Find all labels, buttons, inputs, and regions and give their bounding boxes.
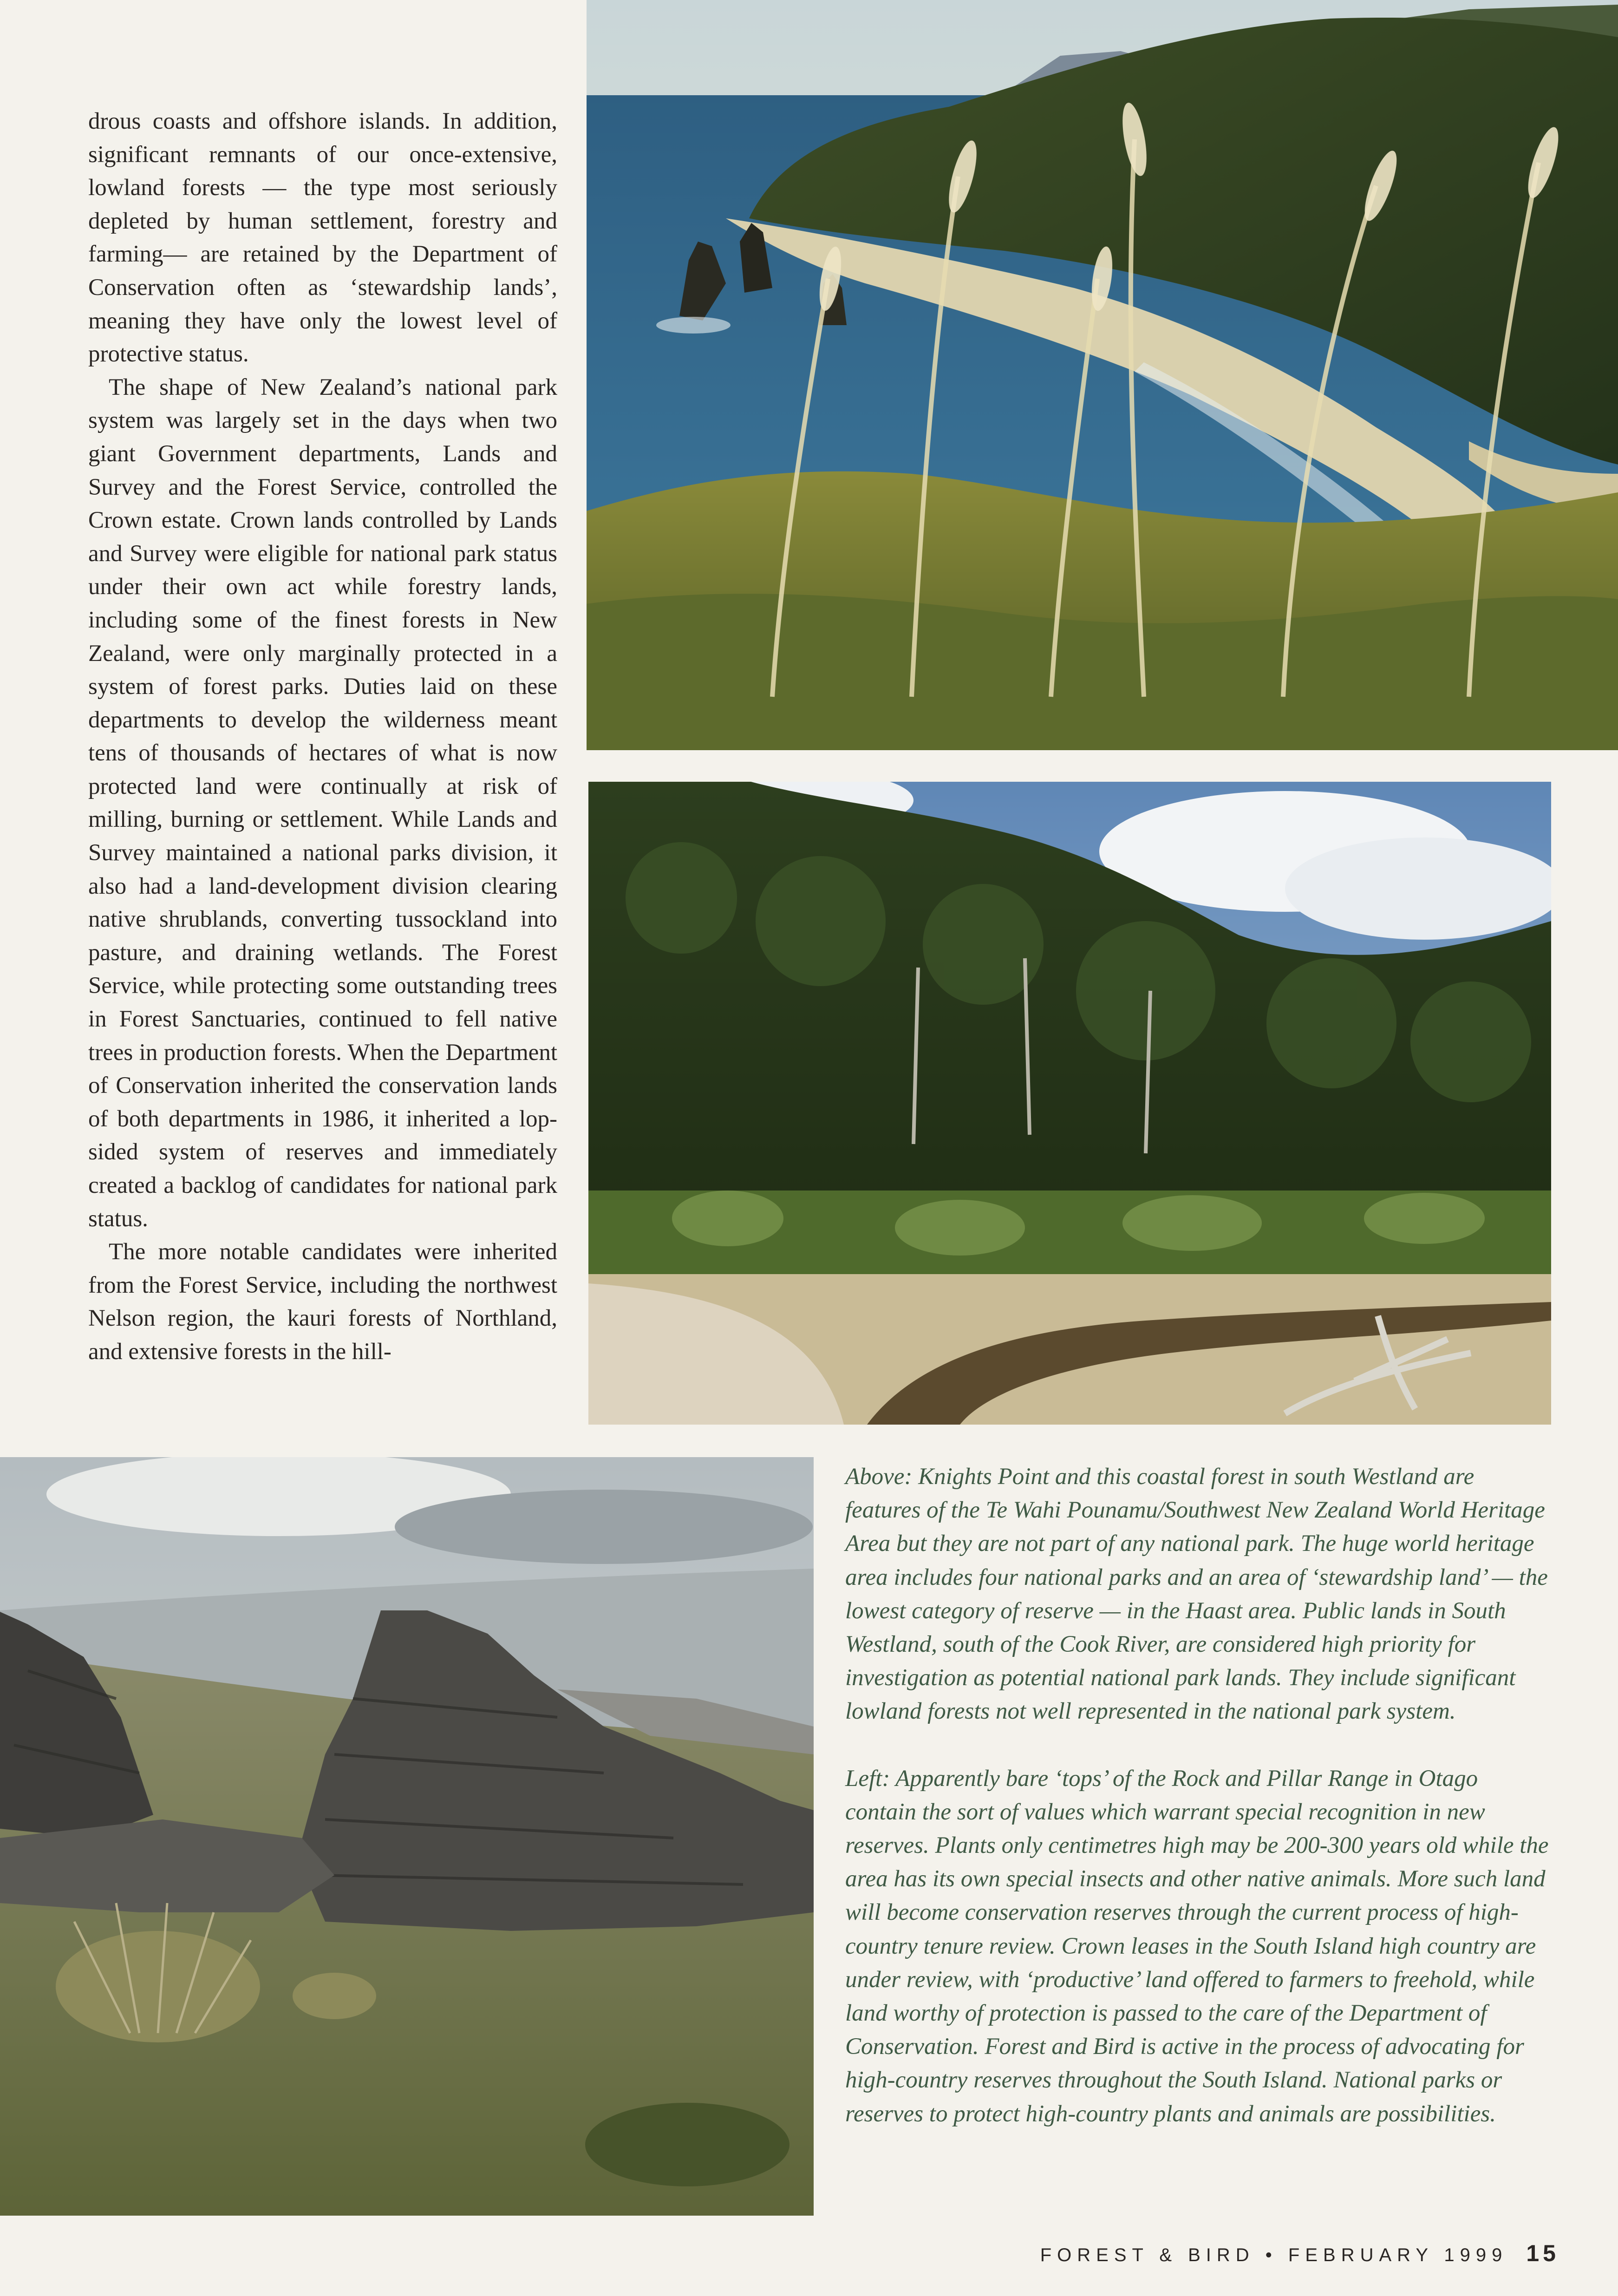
article-body [88,105,557,1369]
south-westland-forest-photo [588,782,1551,1425]
publication-line: FOREST & BIRD • FEBRUARY 1999 [1040,2245,1508,2265]
article-paragraph-1: drous coasts and offshore islands. In addition, significant remnants of our once-extensive, lowland forests — the type most seriously depleted by human settlement, forestry and farming— are retained by the Department of Conservation often as ‘stewardship lands’, meaning they have only the lowest level of protective status. [88,108,557,367]
article-paragraph-3: The more notable candidates were inherited from the Forest Service, including the northwest Nelson region, the kauri forests of Northland, and extensive forests in the hill- [88,1239,557,1365]
photo-captions [845,1460,1551,2164]
rock-and-pillar-range-photo [0,1457,814,2216]
caption-above: Above: Knights Point and this coastal forest in south Westland are features of the Te Wahi Pounamu/Southwest New Zealand World Heritage Area but they are not part of any national park. The huge world heritage area includes four national parks and an area of ‘stewardship land’ — the lowest category of reserve — in the Haast area. Public lands in South Westland, south of the Cook River, are considered high priority for investigation as potential national park lands. They include significant lowland forests not well represented in the national park system. [845,1464,1548,1725]
page-number: 15 [1526,2240,1559,2266]
caption-left: Left: Apparently bare ‘tops’ of the Rock and Pillar Range in Otago contain the sort of values which warrant special recognition in new reserves. Plants only centimetres high may be 200-300 years old while the area has its own special insects and other native animals. More such land will become conservation reserves through the current process of high-country tenure review. Crown leases in the South Island high country are under review, with ‘productive’ land offered to farmers to freehold, while land worthy of protection is passed to the care of the Department of Conservation. Forest and Bird is active in the process of advocating for high-country reserves throughout the South Island. National parks or reserves to protect high-country plants and animals are possibilities. [845,1765,1549,2127]
knights-point-coast-photo [587,0,1618,750]
article-paragraph-2: The shape of New Zealand’s national park system was largely set in the days when two giant Government departments, Lands and Survey and the Forest Service, controlled the Crown estate. Crown lands controlled by Lands and Survey were eligible for national park status under their own act while forestry lands, including some of the finest forests in New Zealand, were only marginally protected in a system of forest parks. Duties laid on these departments to develop the wilderness meant tens of thousands of hectares of what is now protected land were continually at risk of milling, burning or settlement. While Lands and Survey maintained a national parks division, it also had a land-development division clearing native shrublands, converting tussockland into pasture, and draining wetlands. The Forest Service, while protecting some outstanding trees in Forest Sanctuaries, continued to fell native trees in production forests. When the Department of Conservation inherited the conservation lands of both departments in 1986, it inherited a lop-sided system of reserves and immediately created a backlog of candidates for national park status. [88,374,557,1232]
page-footer [1040,2240,1559,2267]
